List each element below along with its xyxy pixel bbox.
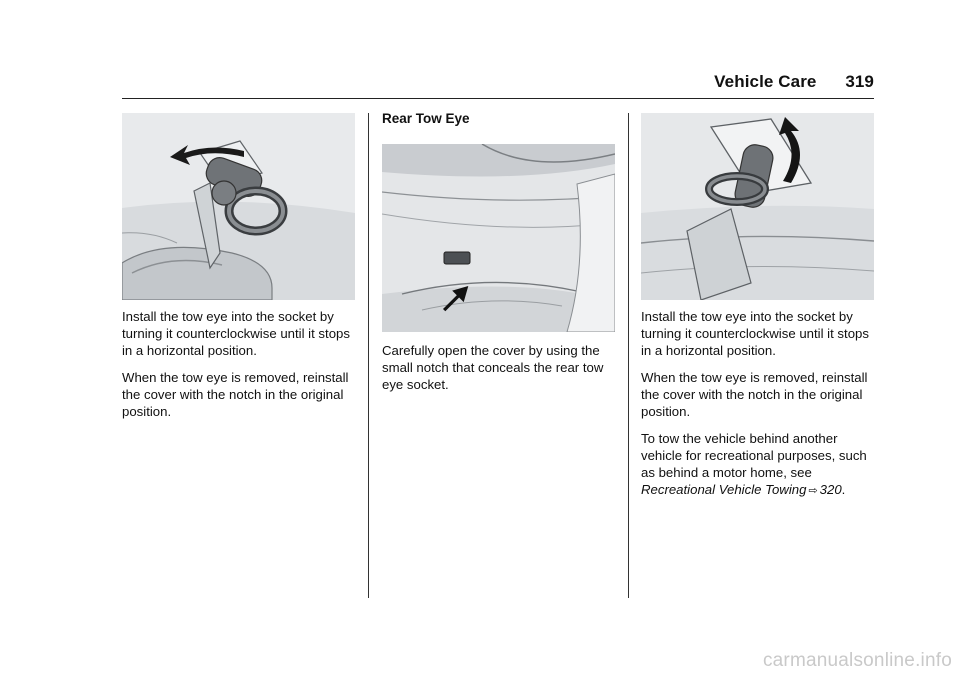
column-3-paragraph-2: When the tow eye is removed, reinstall the cover with the notch in the original position. — [641, 370, 868, 419]
rear-tow-eye-heading: Rear Tow Eye — [382, 111, 470, 126]
section-title: Vehicle Care — [714, 72, 817, 91]
header-rule — [122, 98, 874, 99]
page-number: 319 — [845, 72, 874, 91]
column-3-paragraph-1: Install the tow eye into the socket by turning it counterclockwise until it stops in a horizontal position. — [641, 309, 869, 358]
front-tow-eye-drawing — [122, 113, 355, 300]
ref-page-number[interactable]: 320 — [819, 482, 842, 497]
column-1-text — [122, 308, 358, 430]
watermark: carmanualsonline.info — [762, 650, 952, 671]
recreational-vehicle-towing-link[interactable]: Recreational Vehicle Towing — [641, 482, 807, 497]
column-3-paragraph-3 — [641, 430, 877, 500]
column-divider-1 — [368, 113, 369, 598]
front-tow-eye-illustration — [122, 113, 355, 300]
rear-tow-eye-installed-illustration — [641, 113, 874, 300]
column-1-paragraph-2: When the tow eye is removed, reinstall the cover with the notch in the original position. — [122, 370, 349, 419]
column-3-text — [641, 308, 877, 510]
rear-bumper-drawing — [382, 144, 615, 332]
page-reference-arrow-icon: ⇨ — [808, 485, 818, 497]
ref-end: . — [841, 482, 846, 497]
column-divider-2 — [628, 113, 629, 598]
ref-intro: To tow the vehicle behind another vehicle for recreational purposes, such as behind a motor home, see — [641, 431, 867, 480]
column-1-paragraph-1: Install the tow eye into the socket by turning it counterclockwise until it stops in a horizontal position. — [122, 309, 350, 358]
column-2-text — [382, 342, 618, 403]
page-header — [714, 72, 874, 92]
column-2-paragraph-1: Carefully open the cover by using the small notch that conceals the rear tow eye socket. — [382, 343, 604, 392]
rear-tow-eye-cover-illustration — [382, 144, 615, 332]
rear-tow-eye-drawing — [641, 113, 874, 300]
